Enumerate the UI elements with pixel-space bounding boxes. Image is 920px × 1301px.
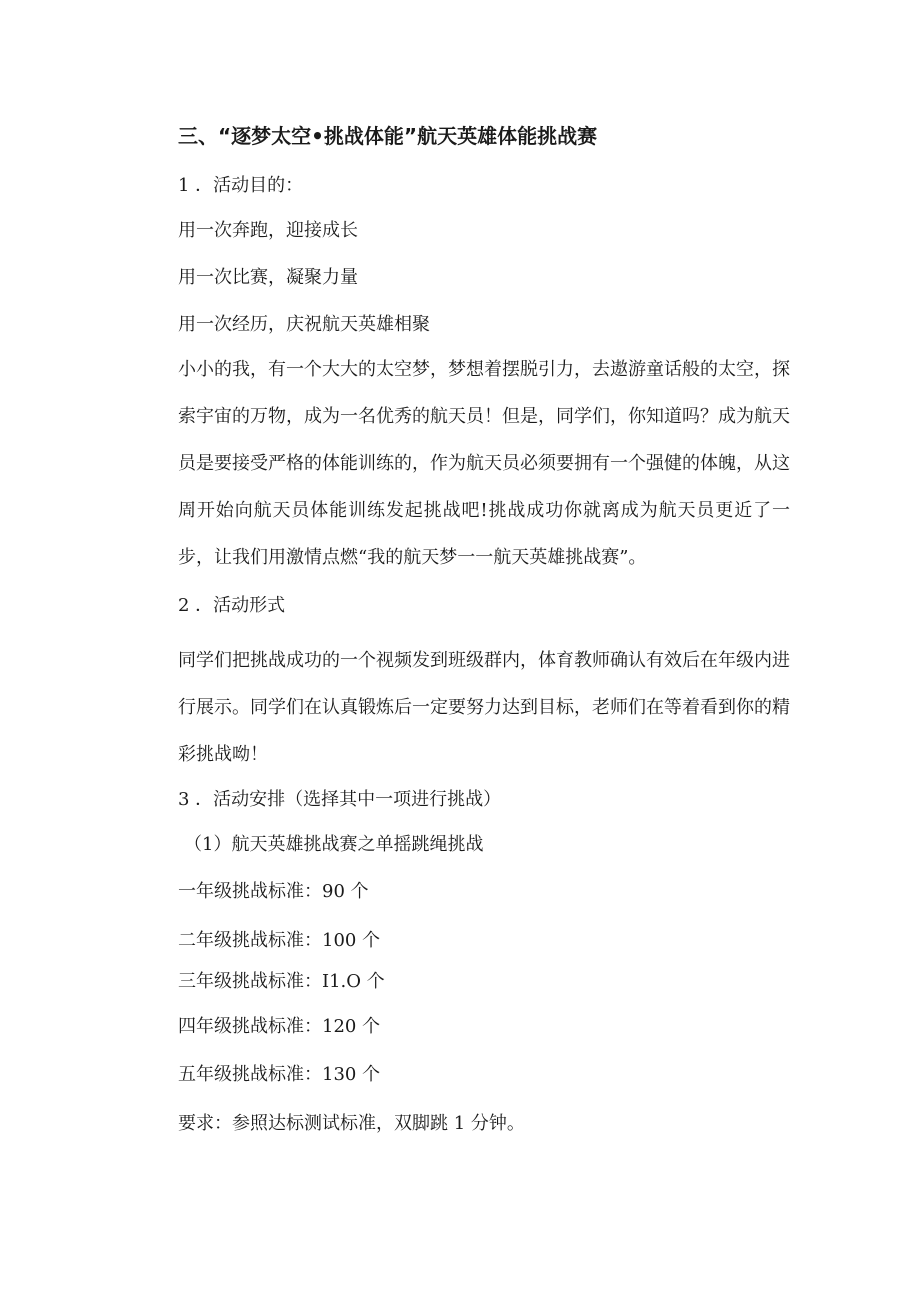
document-title: 三、“逐梦太空•挑战体能”航天英雄体能挑战赛 [178,124,598,148]
section2-heading: 2 ．活动形式 [178,595,286,616]
section1-paragraph: 小小的我，有一个大大的太空梦，梦想着摆脱引力，去遨游童话般的太空，探索宇宙的万物，成为一名优秀的航天员！但是，同学们，你知道吗？成为航天员是要接受严格的体能训练的，作为航天员必须要拥有一个强健的体魄，从这周开始向航天员体能训练发起挑战吧!挑战成功你就离成为航天员更近了一步，让我们用激情点燃“我的航天梦一一航天英雄挑战赛”。 [178,359,790,568]
section1-heading: 1 ．活动目的： [178,175,304,196]
section3-subheading: （1）航天英雄挑战赛之单摇跳绳挑战 [184,834,484,855]
goal-line-2: 用一次比赛，凝聚力量 [178,267,358,288]
standard-grade-2: 二年级挑战标准：100 个 [178,930,381,951]
standard-grade-1: 一年级挑战标准：90 个 [178,881,369,902]
section3-heading: 3 ．活动安排（选择其中一项进行挑战） [178,789,502,810]
standard-grade-3: 三年级挑战标准：I1.O 个 [178,971,385,992]
goal-line-1: 用一次奔跑，迎接成长 [178,220,358,241]
section2-paragraph: 同学们把挑战成功的一个视频发到班级群内，体育教师确认有效后在年级内进行展示。同学们在认真锻炼后一定要努力达到目标，老师们在等着看到你的精彩挑战呦！ [178,650,790,765]
requirement-note: 要求：参照达标测试标准，双脚跳 1 分钟。 [178,1113,525,1134]
goal-line-3: 用一次经历，庆祝航天英雄相聚 [178,314,430,335]
standard-grade-4: 四年级挑战标准：120 个 [178,1016,381,1037]
standard-grade-5: 五年级挑战标准：130 个 [178,1064,381,1085]
